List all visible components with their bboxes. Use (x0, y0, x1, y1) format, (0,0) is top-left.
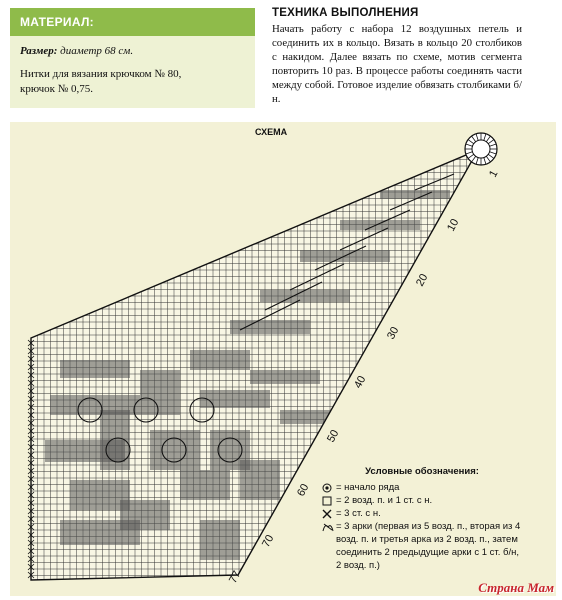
row-number: 70 (260, 532, 277, 550)
legend-text: = 3 ст. с н. (336, 508, 381, 519)
row-number: 40 (352, 373, 369, 391)
circle-start-icon (322, 481, 336, 494)
hook-line: крючок № 0,75. (20, 83, 94, 95)
legend-item (322, 520, 522, 572)
legend (322, 465, 522, 572)
row-number: 60 (295, 481, 312, 499)
row-number: 1 (487, 168, 501, 180)
watermark: Страна Мам (478, 580, 554, 595)
size-value: диаметр 68 см. (60, 45, 134, 57)
row-number: 50 (325, 427, 342, 445)
legend-title: Условные обозначения: (365, 466, 479, 477)
technique-text: Начать работу с набора 12 воздушных петель и соединить их в кольцо. Вязать в кольцо 20 столбиков с накидом. Далее вязать по схеме, мотив сегмента повторить 10 раз. В процессе работы соединять части между собой. Готовое изделие обвязать столбиками б/н. (272, 23, 522, 105)
legend-item (322, 507, 522, 520)
legend-text: = 2 возд. п. и 1 ст. с н. (336, 495, 433, 506)
legend-item (322, 481, 522, 494)
legend-text: = начало ряда (336, 482, 400, 493)
material-header: МАТЕРИАЛ: (10, 8, 255, 36)
open-mesh-icon (322, 494, 336, 507)
threads-line: Нитки для вязания крючком № 80, (20, 68, 182, 80)
row-number: 10 (445, 216, 462, 234)
size-label: Размер: (20, 45, 58, 57)
cross-icon (322, 507, 336, 520)
arch-icon (322, 520, 336, 572)
scheme-label: СХЕМА (255, 127, 288, 137)
row-number: 77 (227, 568, 244, 586)
legend-text: = 3 арки (первая из 5 возд. п., вторая из 4 возд. п. и третья арка из 2 возд. п., затем соединить 2 предыдущие арки с 1 ст. б/н, 2 возд. п.) (336, 521, 521, 571)
start-ring-icon (465, 133, 497, 165)
row-number: 20 (414, 271, 431, 289)
legend-item (322, 494, 522, 507)
technique-title: ТЕХНИКА ВЫПОЛНЕНИЯ (272, 7, 419, 19)
row-number: 30 (385, 324, 402, 342)
